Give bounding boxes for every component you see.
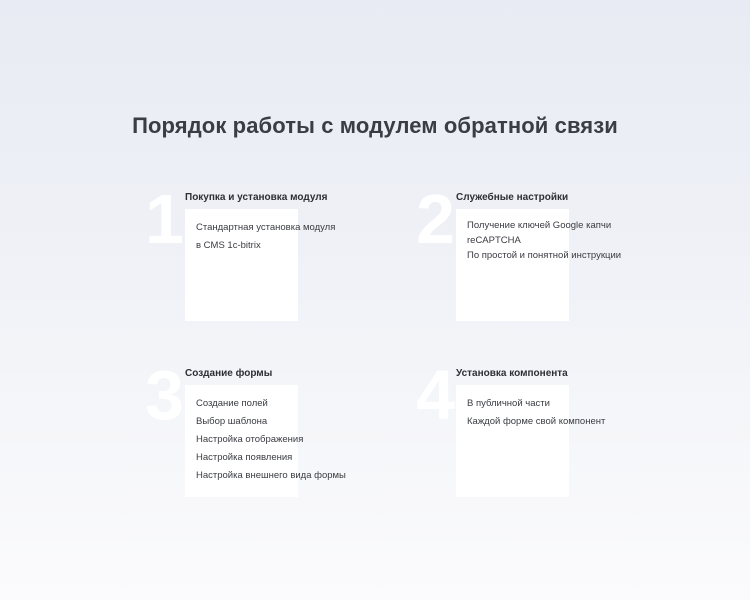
list-item: Настройка отображения	[196, 434, 304, 445]
list-item: в CMS 1c-bitrix	[196, 240, 261, 251]
step-4	[416, 356, 726, 518]
step-list	[196, 219, 335, 255]
list-item: Настройка появления	[196, 452, 293, 463]
step-number: 3	[145, 356, 184, 434]
step-number: 2	[416, 180, 455, 258]
step-title: Установка компонента	[456, 368, 568, 379]
list-item: Получение ключей Google капчи	[467, 220, 612, 231]
list-item: Каждой форме свой компонент	[467, 416, 606, 427]
step-title: Создание формы	[185, 368, 273, 379]
list-item: Создание полей	[196, 398, 268, 409]
page-title: Порядок работы с модулем обратной связи	[132, 112, 618, 138]
step-title: Служебные настройки	[456, 192, 569, 203]
step-2	[416, 180, 726, 342]
list-item: В публичной части	[467, 398, 550, 409]
step-number: 4	[416, 356, 455, 434]
step-list	[467, 395, 605, 431]
list-item: Выбор шаблона	[196, 416, 268, 427]
step-title: Покупка и установка модуля	[185, 192, 328, 203]
list-item: Стандартная установка модуля	[196, 222, 336, 233]
step-list	[196, 395, 346, 485]
list-item: По простой и понятной инструкции	[467, 250, 622, 261]
step-list	[467, 219, 621, 264]
list-item: reCAPTCHA	[467, 235, 521, 246]
step-number: 1	[145, 180, 184, 258]
step-3	[145, 356, 455, 518]
step-1	[145, 180, 455, 342]
list-item: Настройка внешнего вида формы	[196, 470, 346, 481]
